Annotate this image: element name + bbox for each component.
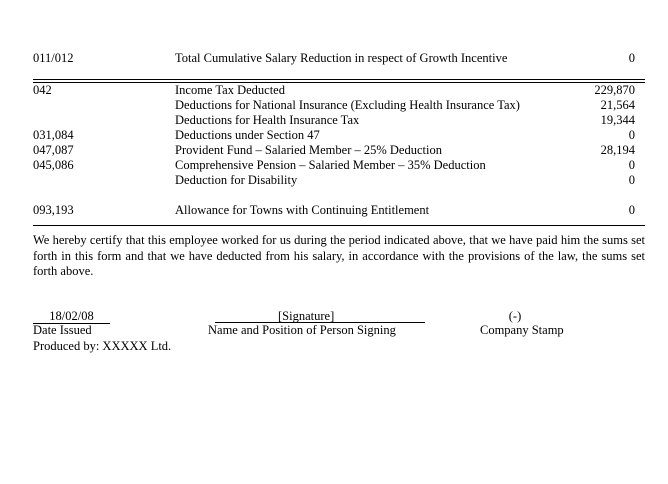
row-description: Allowance for Towns with Continuing Entitlement — [175, 203, 430, 217]
row-code: 093,193 — [33, 203, 74, 217]
company-stamp-value: (-) — [508, 309, 522, 323]
row-description: Income Tax Deducted — [175, 83, 285, 97]
row-description: Deductions for Health Insurance Tax — [175, 113, 360, 127]
row-code: 011/012 — [33, 51, 74, 65]
row-amount: 0 — [628, 128, 635, 142]
table-row — [33, 51, 635, 66]
table-row — [33, 158, 635, 173]
row-amount: 28,194 — [600, 143, 635, 157]
row-description: Deduction for Disability — [175, 173, 298, 187]
row-amount: 0 — [628, 203, 635, 217]
row-amount: 0 — [628, 158, 635, 172]
date-issued-value: 18/02/08 — [33, 309, 110, 324]
table-row — [33, 143, 635, 158]
row-code: 031,084 — [33, 128, 74, 142]
table-row — [33, 128, 635, 143]
row-code: 047,087 — [33, 143, 74, 157]
row-amount: 229,870 — [594, 83, 635, 97]
row-description: Total Cumulative Salary Reduction in respect of Growth Incentive — [175, 51, 508, 65]
date-issued-label: Date Issued — [33, 323, 92, 337]
company-stamp-label: Company Stamp — [480, 323, 564, 337]
signature-label: Name and Position of Person Signing — [208, 323, 396, 337]
row-description: Provident Fund – Salaried Member – 25% Deduction — [175, 143, 442, 157]
table-row — [33, 83, 635, 98]
table-row — [33, 173, 635, 188]
row-description: Deductions under Section 47 — [175, 128, 320, 142]
row-amount: 21,564 — [600, 98, 635, 112]
divider — [33, 225, 645, 226]
certification-text: We hereby certify that this employee worked for us during the period indicated above, that we have paid him the sums set forth in this form and that we have deducted from his salary, in accordance with the provisions of the law, the sums set forth above. — [33, 233, 645, 278]
row-code: 045,086 — [33, 158, 74, 172]
table-row — [33, 98, 635, 113]
signature-value: [Signature] — [215, 309, 425, 323]
row-amount: 19,344 — [600, 113, 635, 127]
produced-by: Produced by: XXXXX Ltd. — [33, 339, 172, 353]
row-description: Comprehensive Pension – Salaried Member – 35% Deduction — [175, 158, 486, 172]
table-row — [33, 203, 635, 218]
divider — [33, 79, 645, 80]
row-amount: 0 — [628, 173, 635, 187]
row-code: 042 — [33, 83, 52, 97]
row-amount: 0 — [628, 51, 635, 65]
row-description: Deductions for National Insurance (Excluding Health Insurance Tax) — [175, 98, 520, 112]
table-row — [33, 113, 635, 128]
